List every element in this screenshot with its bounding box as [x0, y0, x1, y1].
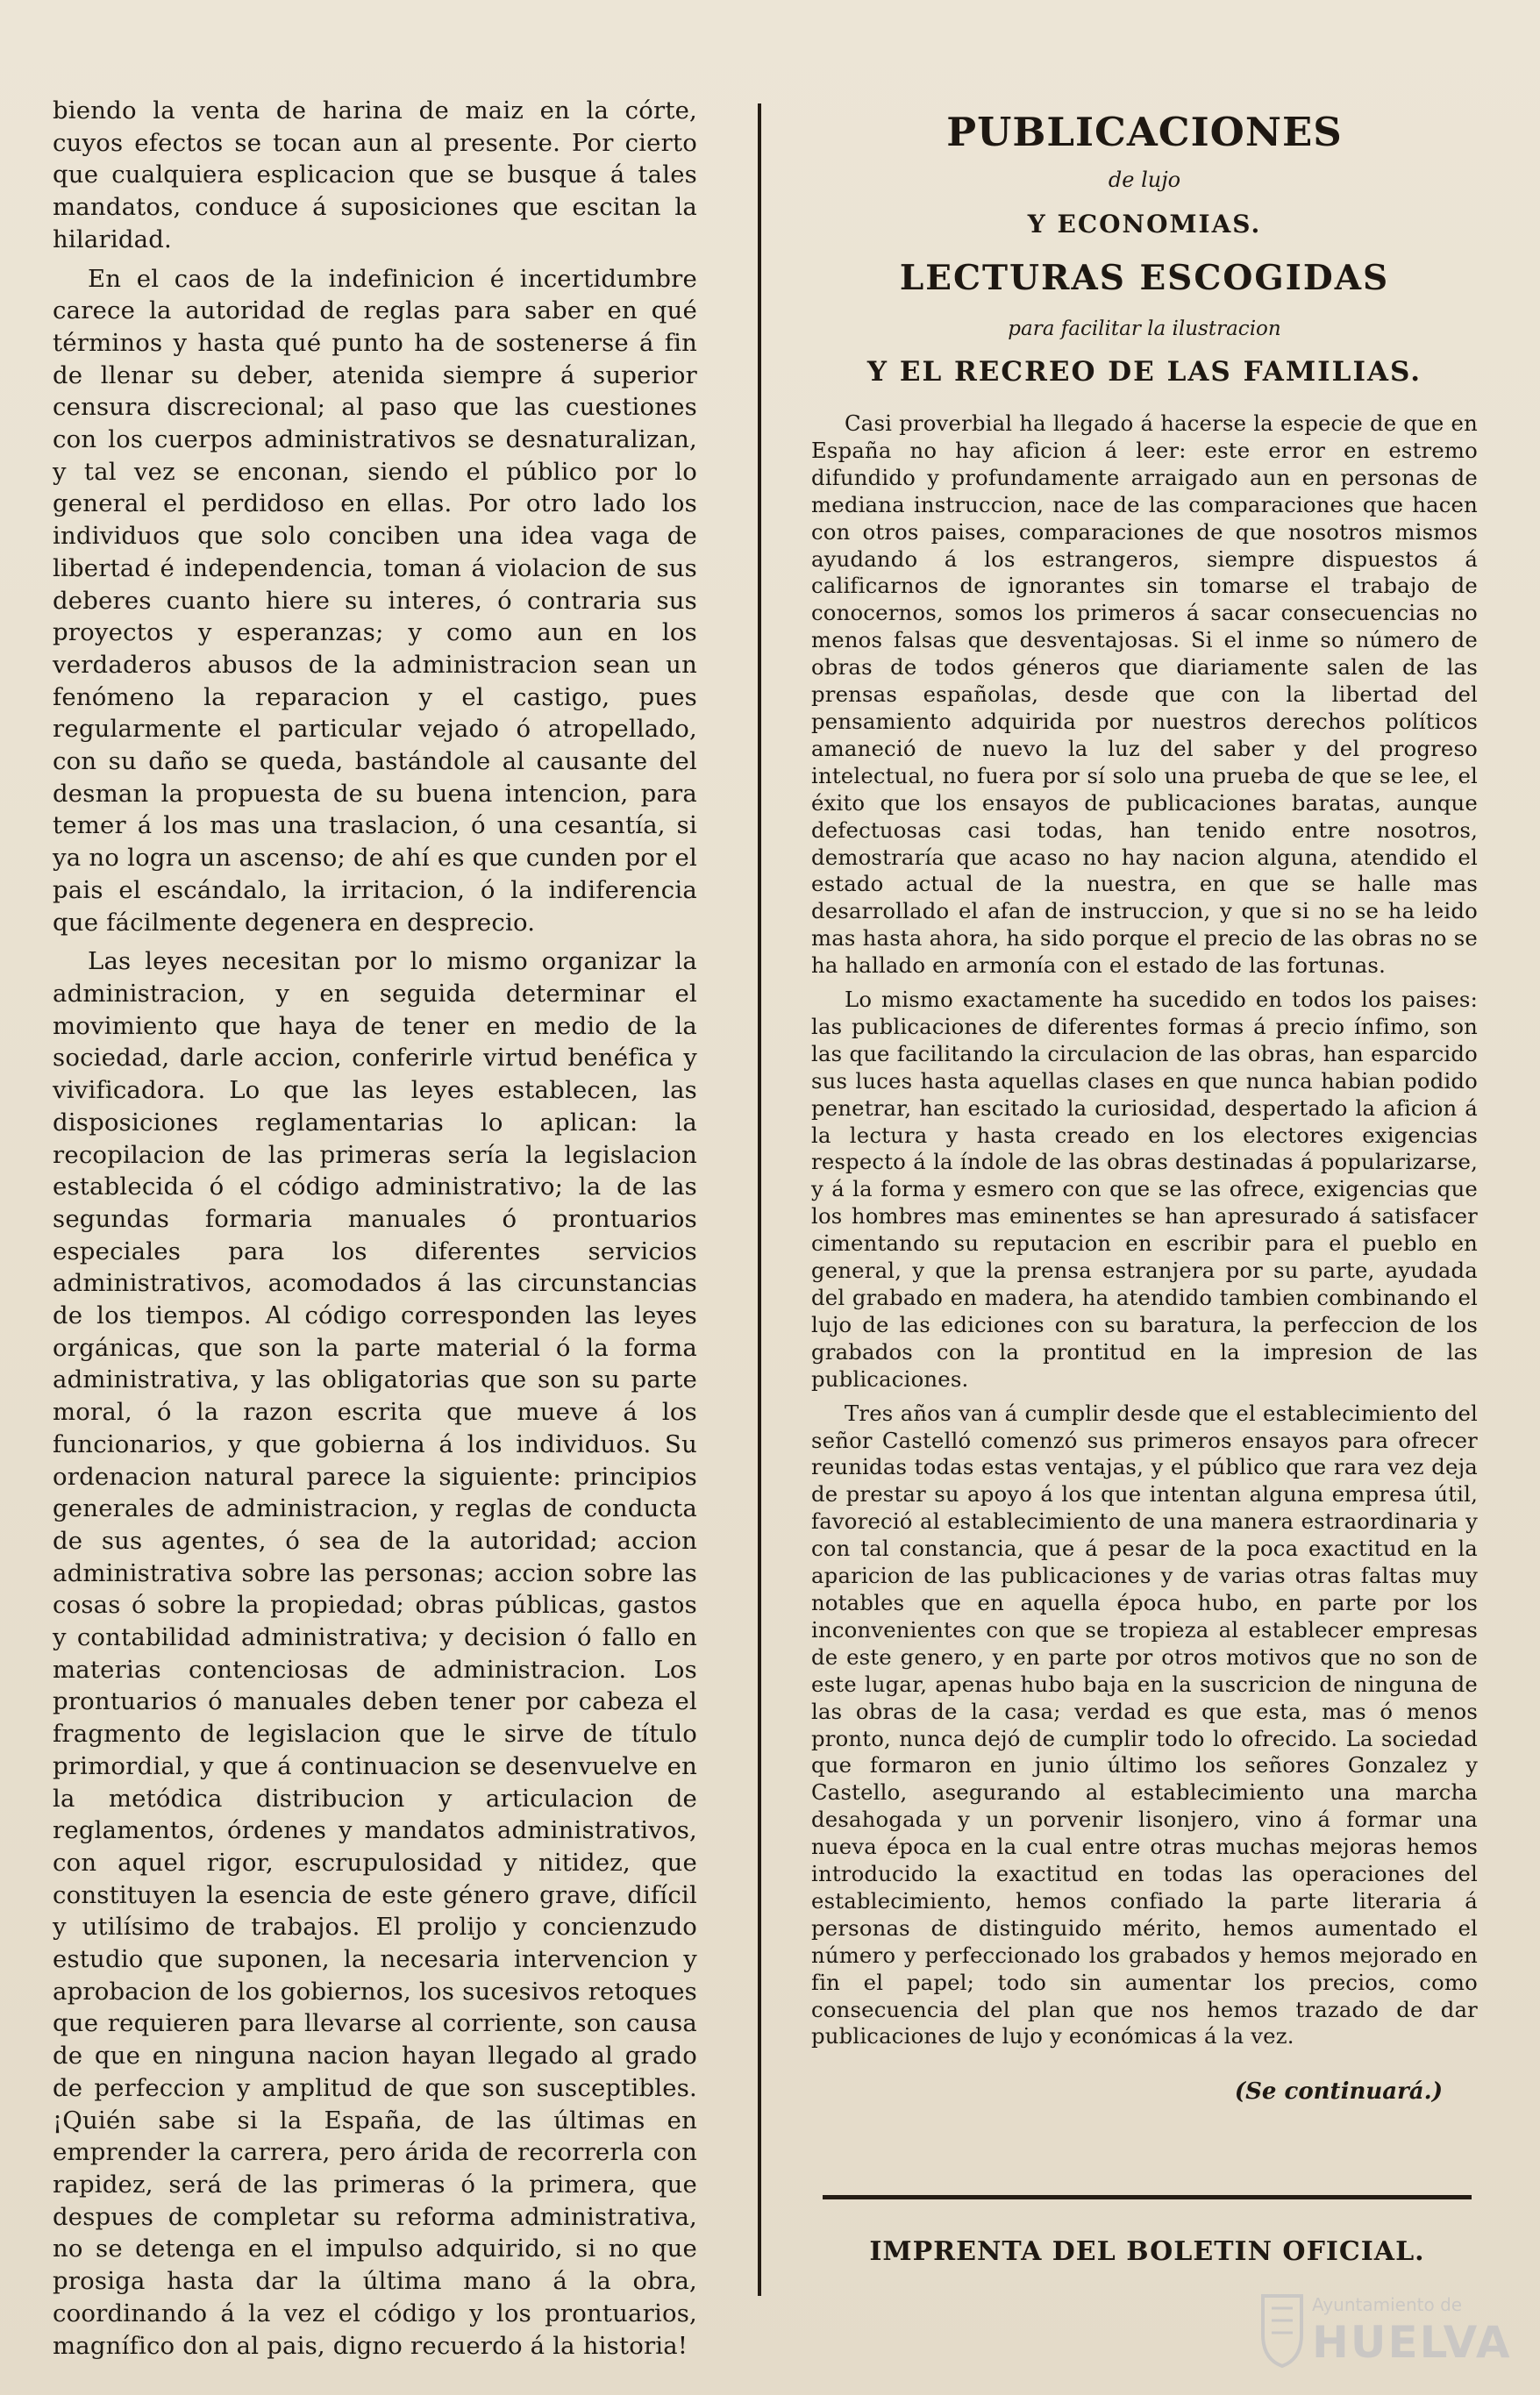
imprint-line: IMPRENTA DEL BOLETIN OFICIAL.	[869, 2236, 1425, 2267]
left-paragraph-2: En el caos de la indefinicion é incertidumbre carece la autoridad de reglas para saber en qué términos y hasta qué punto ha de sostenerse á fin de llenar su deber, atenida siempre á superior censura discrecional; al paso que las cuestiones con los cuerpos administrativos se desnaturalizan, y tal vez se enconan, siendo el público por lo general el perdidoso en ellas. Por otro lado los individuos que solo conciben una idea vaga de libertad é independencia, toman á violacion de sus deberes cuanto hiere su interes, ó contraria sus proyectos y esperanzas; y como aun en los verdaderos abusos de la administracion sean un fenómeno la reparacion y el castigo, pues regularmente el particular vejado ó atropellado, con su daño se queda, bastándole al causante del desman la propuesta de su buena intencion, para temer á los mas una traslacion, ó una cesantía, si ya no logra un ascenso; de ahí es que cunden por el pais el escándalo, la irritacion, ó la indiferencia que fácilmente degenera en desprecio.	[53, 264, 697, 937]
heading-de-lujo: de lujo	[1108, 168, 1181, 192]
heading-economias: Y ECONOMIAS.	[1027, 210, 1262, 239]
right-paragraph-3: Tres años van á cumplir desde que el establecimiento del señor Castelló comenzó sus primeros ensayos para ofrecer reunidas todas estas ventajas, y el público que rara vez deja de prestar su apoyo á los que intentan alguna empresa útil, favoreció al establecimiento de una manera estraordinaria y con tal constancia, que á pesar de la poca exactitud en la aparicion de las publicaciones y de varias otras faltas muy notables que en aquella época hubo, en parte por los inconvenientes con que se tropieza al establecer empresas de este genero, y en parte por otros motivos que no son de este lugar, apenas hubo baja en la suscricion de ninguna de las obras de la casa; verdad es que esta, mas ó menos pronto, nunca dejó de cumplir todo lo ofrecido. La sociedad que formaron en junio último los señores Gonzalez y Castello, asegurando al establecimiento una marcha desahogada y un porvenir lisonjero, vino á formar una nueva época en la cual entre otras muchas mejoras hemos introducido la exactitud en todas las operaciones del establecimiento, hemos confiado la parte literaria á personas de distinguido mérito, hemos aumentado el número y perfeccionado los grabados y hemos mejorado en fin el papel; todo sin aumentar los precios, como consecuencia del plan que nos hemos trazado de dar publicaciones de lujo y económicas á la vez.	[811, 1400, 1478, 2049]
heading-recreo-familias: Y EL RECREO DE LAS FAMILIAS.	[866, 356, 1422, 388]
column-divider	[758, 103, 761, 2296]
right-paragraph-1: Casi proverbial ha llegado á hacerse la especie de que en España no hay aficion á leer: este error en estremo difundido y profundamente arraigado aun en personas de mediana instruccion, nace de las comparaciones que hacen con otros paises, comparaciones de que nosotros mismos ayudando á los estrangeros, siempre dispuestos á calificarnos de ignorantes sin tomarse el trabajo de conocernos, somos los primeros á sacar consecuencias no menos falsas que desventajosas. Si el inme so número de obras de todos géneros que diariamente salen de las prensas españolas, desde que con la libertad del pensamiento adquirida por nuestros derechos políticos amaneció de nuevo la luz del saber y del progreso intelectual, no fuera por sí solo una prueba de que se lee, el éxito que los ensayos de publicaciones baratas, aunque defectuosas casi todas, han tenido entre nosotros, demostraría que acaso no hay nacion alguna, atendido el estado actual de la nuestra, en que se halle mas desarrollado el afan de instruccion, y que si no se ha leido mas hasta ahora, ha sido porque el precio de las obras no se ha hallado en armonía con el estado de las fortunas.	[811, 410, 1478, 979]
continuation-note: (Se continuará.)	[1234, 2078, 1443, 2106]
left-column	[53, 95, 697, 2369]
footer-rule	[823, 2195, 1472, 2199]
watermark	[1258, 2287, 1512, 2375]
city-seal-icon	[1258, 2289, 1307, 2370]
heading-publicaciones: PUBLICACIONES	[946, 109, 1343, 155]
right-paragraph-2: Lo mismo exactamente ha sucedido en todos los paises: las publicaciones de diferentes formas á precio ínfimo, son las que facilitando la circulacion de las obras, han esparcido sus luces hasta aquellas clases en que nunca habian podido penetrar, han escitado la curiosidad, despertado la aficion á la lectura y hasta creado en los electores exigencias respecto á la índole de las obras destinadas á popularizarse, y á la forma y esmero con que se las ofrece, exigencias que los hombres mas eminentes se han apresurado á satisfacer cimentando su reputacion en escribir para el pueblo en general, y que la prensa estranjera por su parte, ayudada del grabado en madera, ha atendido tambien combinando el lujo de las ediciones con su baratura, la perfeccion de los grabados con la prontitud en la impresion de las publicaciones.	[811, 987, 1478, 1392]
watermark-small-text: Ayuntamiento de	[1312, 2294, 1463, 2315]
heading-para-facilitar: para facilitar la ilustracion	[1008, 317, 1281, 340]
left-paragraph-1: biendo la venta de harina de maiz en la córte, cuyos efectos se tocan aun al presente. Por cierto que cualquiera esplicacion que se busque á tales mandatos, conduce á suposiciones que escitan la hilaridad.	[53, 96, 697, 253]
watermark-big-text: HUELVA	[1312, 2317, 1512, 2368]
heading-lecturas-escogidas: LECTURAS ESCOGIDAS	[899, 258, 1390, 298]
left-paragraph-3: Las leyes necesitan por lo mismo organizar la administracion, y en seguida determinar el movimiento que haya de tener en medio de la sociedad, darle accion, conferirle virtud benéfica y vivificadora. Lo que las leyes establecen, las disposiciones reglamentarias lo aplican: la recopilacion de las primeras sería la legislacion establecida ó el código administrativo; la de las segundas formaria manuales ó prontuarios especiales para los diferentes servicios administrativos, acomodados á las circunstancias de los tiempos. Al código corresponden las leyes orgánicas, que son la parte material ó la forma administrativa, y las obligatorias que son su parte moral, ó la razon escrita que mueve á los funcionarios, y que gobierna á los individuos. Su ordenacion natural parece la siguiente: principios generales de administracion, y reglas de conducta de sus agentes, ó sea de la autoridad; accion administrativa sobre las personas; accion sobre las cosas ó sobre la propiedad; obras públicas, gastos y contabilidad administrativa; y decision ó fallo en materias contenciosas de administracion. Los prontuarios ó manuales deben tener por cabeza el fragmento de legislacion que le sirve de título primordial, y que á continuacion se desenvuelve en la metódica distribucion y articulacion de reglamentos, órdenes y mandatos administrativos, con aquel rigor, escrupulosidad y nitidez, que constituyen la esencia de este género grave, difícil y utilísimo de trabajos. El prolijo y concienzudo estudio que suponen, la necesaria intervencion y aprobacion de los gobiernos, los sucesivos retoques que requieren para llevarse al corriente, son causa de que en ninguna nacion hayan llegado al grado de perfeccion y amplitud de que son susceptibles. ¡Quién sabe si la España, de las últimas en emprender la carrera, pero árida de recorrerla con rapidez, será de las primeras ó la primera, que despues de completar su reforma administrativa, no se detenga en el impulso adquirido, si no que prosiga hasta dar la última mano á la obra, coordinando á la vez el código y los prontuarios, magnífico don al pais, digno recuerdo á la historia!	[53, 947, 697, 2360]
right-column	[811, 109, 1478, 2105]
article-heading	[811, 109, 1478, 388]
